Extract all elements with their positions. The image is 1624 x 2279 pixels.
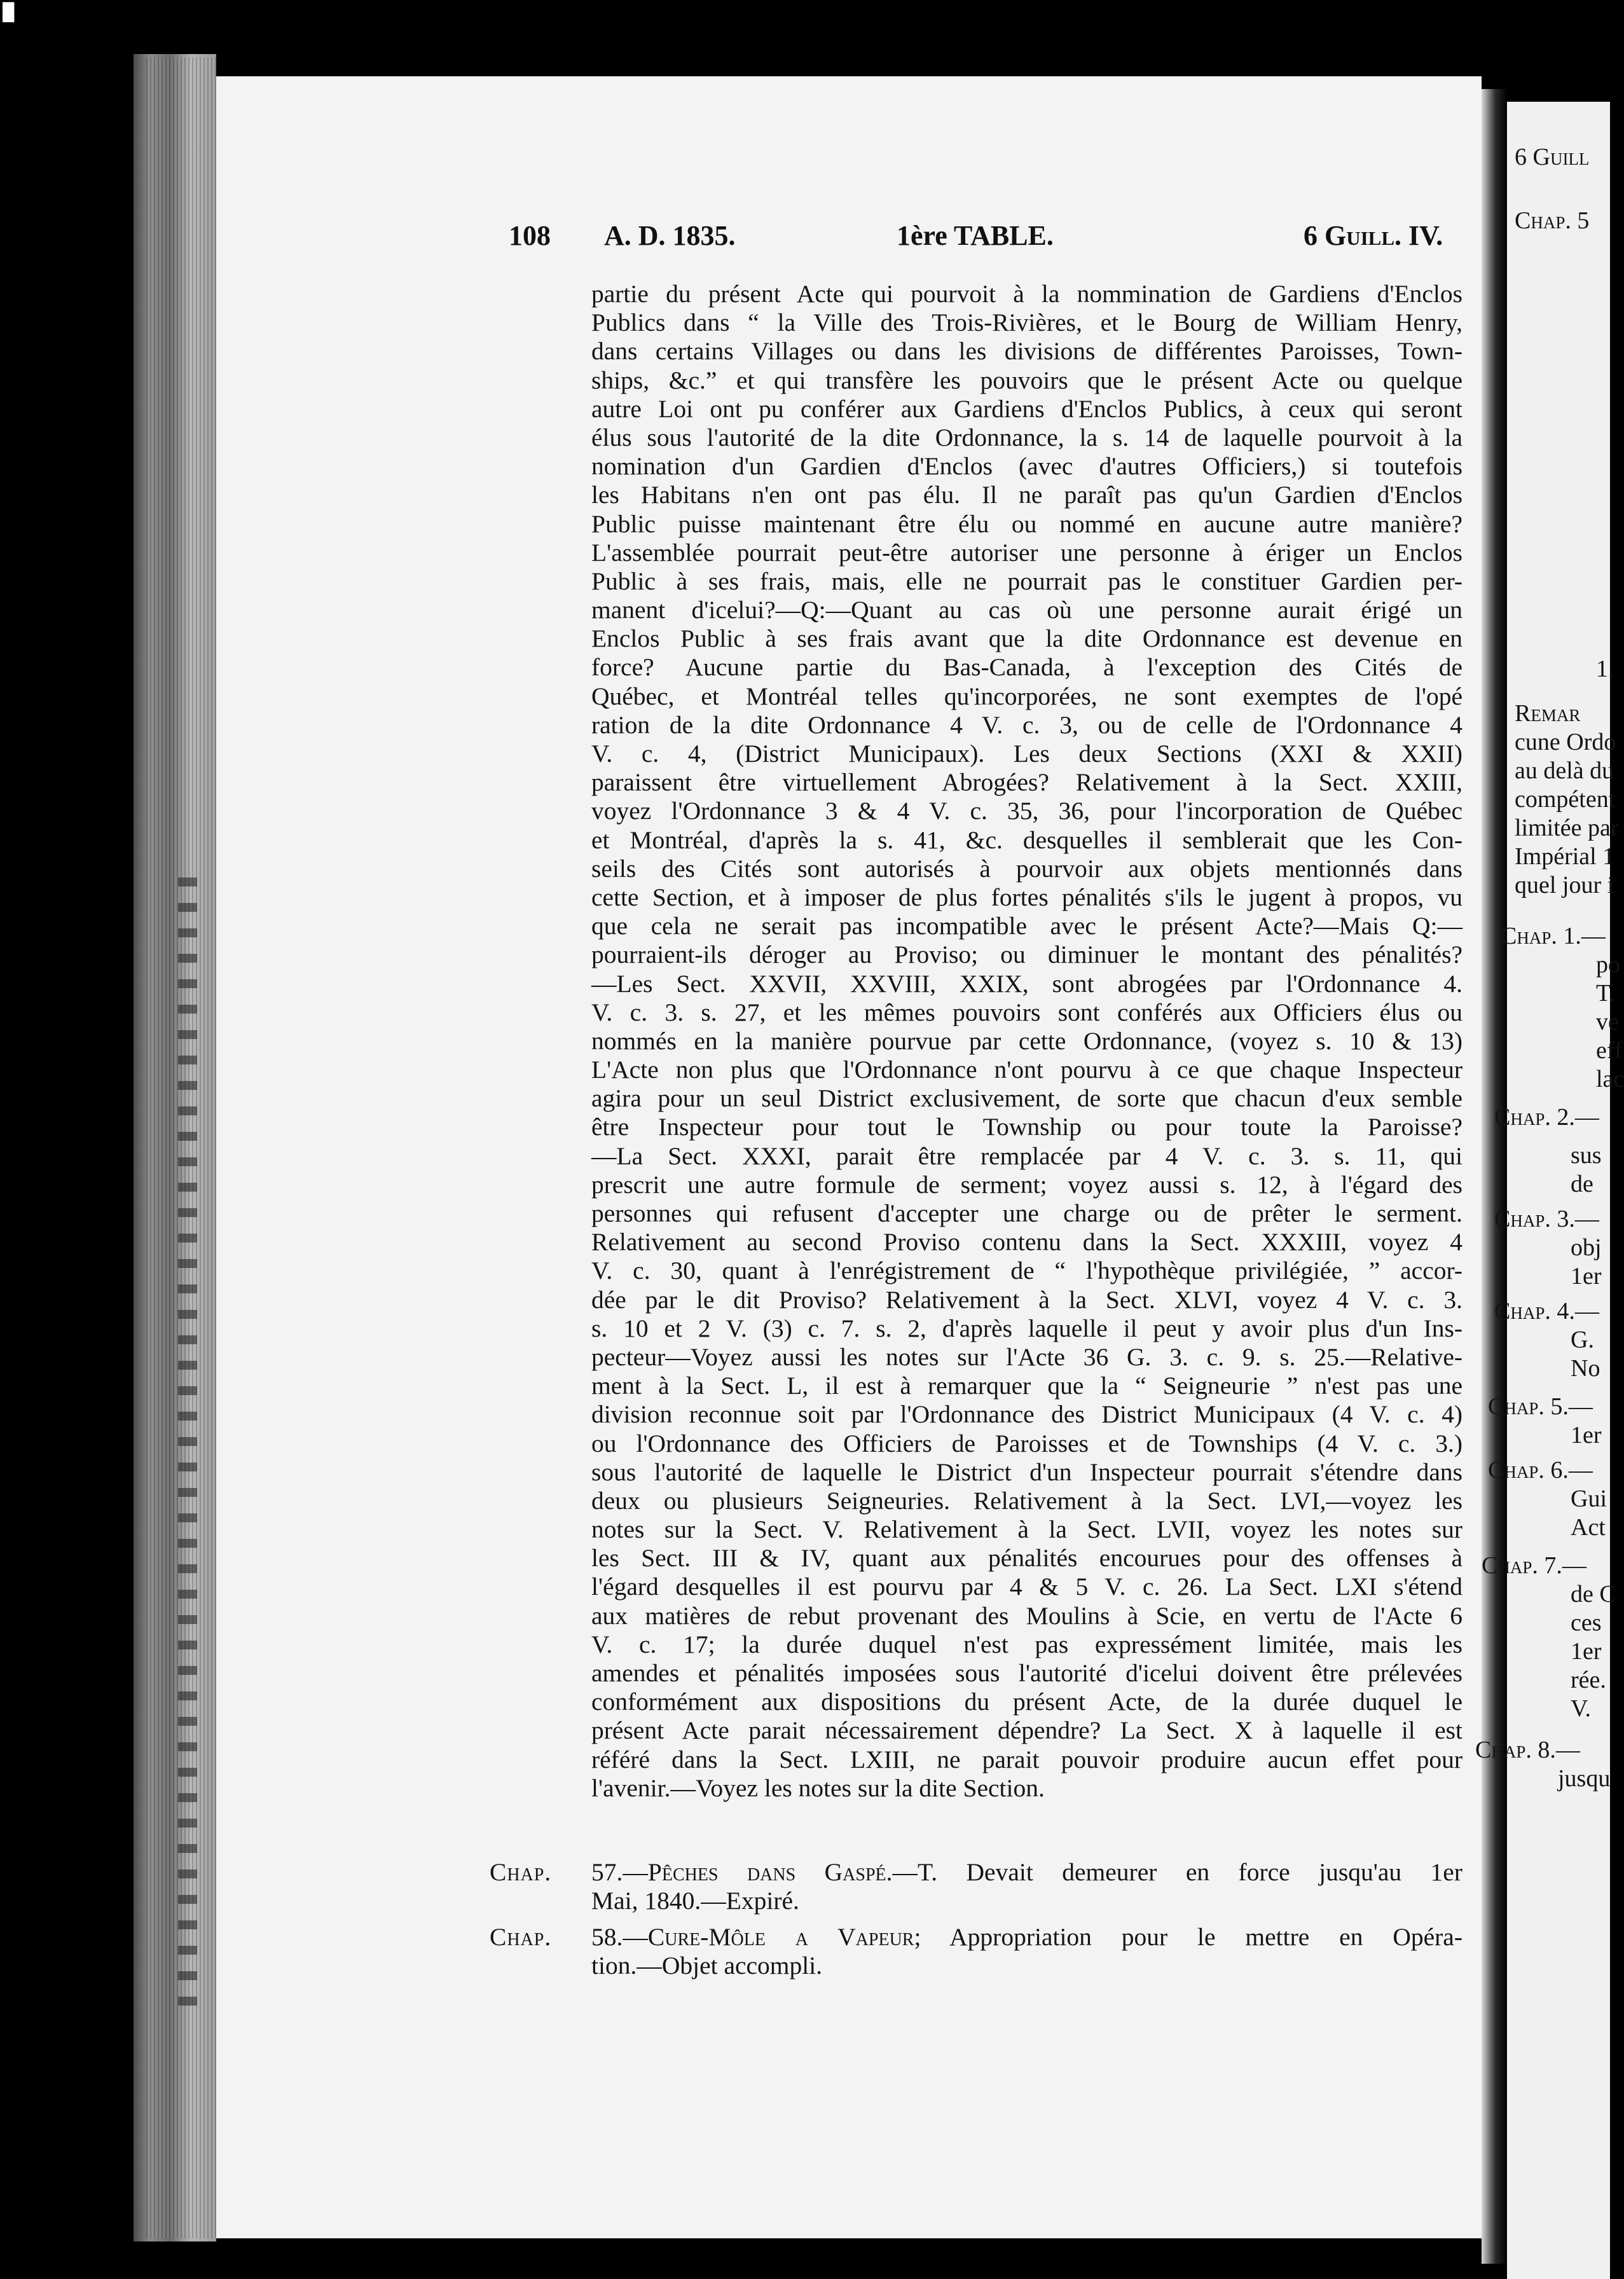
right-page-text: 1er <box>1571 1638 1602 1665</box>
text-line: Enclos Public à ses frais avant que la dite Ordonnance est devenue en <box>591 624 1462 653</box>
right-page-text: T. <box>1596 980 1615 1007</box>
text-line: L'Acte non plus que l'Ordonnance n'ont pourvu à ce que chaque Inspecteur <box>591 1056 1462 1084</box>
header-reign: 6 Guill. IV. <box>1304 220 1443 251</box>
text-line: aux matières de rebut provenant des Moulins à Scie, en vertu de l'Acte 6 <box>591 1601 1462 1630</box>
text-line: seils des Cités sont autorisés à pourvoir aux objets mentionnés dans <box>591 854 1462 883</box>
text-line: manent d'icelui?—Q:—Quant au cas où une personne aurait érigé un <box>591 596 1462 624</box>
chapter-58-line-1 <box>591 1923 1462 1952</box>
text-line: nommés en la manière pourvue par cette Ordonnance, (voyez s. 10 & 13) <box>591 1026 1462 1055</box>
text-line: pourraient-ils déroger au Proviso; ou diminuer le montant des pénalités? <box>591 940 1462 969</box>
header-year: A. D. 1835. <box>604 220 736 251</box>
right-page-text: jusqu <box>1558 1765 1611 1792</box>
right-page-text: Chap. 4.— <box>1494 1298 1599 1325</box>
header-table-title: 1ère TABLE. <box>897 220 1054 251</box>
text-line: Relativement au second Proviso contenu dans la Sect. XXXIII, voyez 4 <box>591 1228 1462 1257</box>
text-line: référé dans la Sect. LXIII, ne parait pouvoir produire aucun effet pour <box>591 1745 1462 1773</box>
chapter-title: Cure-Môle a Vapeur <box>647 1923 914 1951</box>
text-line: voyez l'Ordonnance 3 & 4 V. c. 35, 36, pour l'incorporation de Québec <box>591 797 1462 825</box>
text-line: V. c. 4, (District Municipaux). Les deux Sections (XXI & XXII) <box>591 740 1462 768</box>
text-line: Publics dans “ la Ville des Trois-Rivières, et le Bourg de William Henry, <box>591 308 1462 337</box>
text-line: pecteur—Voyez aussi les notes sur l'Acte 36 G. 3. c. 9. s. 25.—Relative- <box>591 1342 1462 1371</box>
book-gutter <box>1482 89 1507 2264</box>
right-page-text: Impérial 1 <box>1515 843 1615 870</box>
right-page-text: lac <box>1596 1066 1624 1092</box>
right-page-text: cune Ordo <box>1515 729 1616 755</box>
right-page-text: sus <box>1571 1142 1602 1169</box>
text-line: autre Loi ont pu conférer aux Gardiens d'Enclos Publics, à ceux qui seront <box>591 394 1462 423</box>
text-line: V. c. 30, quant à l'enrégistrement de “ l'hypothèque privilégiée, ” accor- <box>591 1257 1462 1285</box>
right-page-text: Chap. 1.— <box>1501 923 1606 949</box>
chapter-56-notes <box>591 280 1462 1803</box>
chapter-57-line-1 <box>591 1858 1462 1887</box>
chapter-number: 57.— <box>591 1858 648 1886</box>
chapter-58-line-2: tion.—Objet accompli. <box>591 1952 823 1979</box>
text-line: paraissent être virtuellement Abrogées? Relativement à la Sect. XXIII, <box>591 768 1462 797</box>
right-page-text: Chap. 7.— <box>1482 1552 1586 1579</box>
right-page-text: Chap. 2.— <box>1494 1104 1599 1131</box>
text-line: deux ou plusieurs Seigneuries. Relativement à la Sect. LVI,—voyez les <box>591 1486 1462 1515</box>
text-line: L'assemblée pourrait peut-être autoriser une personne à ériger un Enclos <box>591 538 1462 567</box>
running-header <box>509 219 1469 264</box>
text-line: dans certains Villages ou dans les divisions de différentes Paroisses, Town- <box>591 337 1462 366</box>
text-line: personnes qui refusent d'accepter une charge ou de prêter le serment. <box>591 1199 1462 1227</box>
right-page-text: compétent <box>1515 786 1616 813</box>
right-page-text: au delà du <box>1515 757 1614 784</box>
text-line: l'égard desquelles il est pourvu par 4 & 5 V. c. 26. La Sect. LXI s'étend <box>591 1573 1462 1601</box>
right-page-text: de <box>1571 1171 1593 1197</box>
text-line: V. c. 17; la durée duquel n'est pas expressément limitée, mais les <box>591 1630 1462 1658</box>
right-page-text: ve <box>1596 1009 1619 1035</box>
text-line: les Sect. III & IV, quant aux pénalités encourues pour des offenses à <box>591 1544 1462 1573</box>
right-page-text: ces <box>1571 1609 1602 1636</box>
right-page-text: eff <box>1596 1037 1623 1064</box>
chapter-57-entry <box>490 1858 1462 1917</box>
chapter-57-line-2: Mai, 1840.—Expiré. <box>591 1887 799 1915</box>
right-page-text: de C <box>1571 1581 1616 1608</box>
text-line: ration de la dite Ordonnance 4 V. c. 3, ou de celle de l'Ordonnance 4 <box>591 710 1462 739</box>
text-line: l'avenir.—Voyez les notes sur la dite Section. <box>591 1773 1045 1802</box>
text-line: être Inspecteur pour tout le Township ou pour toute la Paroisse? <box>591 1113 1462 1141</box>
scan-background <box>0 0 134 2279</box>
right-page-text: quel jour i <box>1515 872 1614 899</box>
text-line: Public puisse maintenant être élu ou nommé en aucune autre manière? <box>591 509 1462 538</box>
chapter-number: 58.— <box>591 1923 648 1951</box>
right-page-text: 1er <box>1571 1263 1602 1290</box>
page-number: 108 <box>509 220 551 251</box>
text-line: conformément aux dispositions du présent Acte, de la durée duquel le <box>591 1688 1462 1716</box>
text-line: ment à la Sect. L, il est à remarquer que la “ Seigneurie ” n'est pas une <box>591 1372 1462 1400</box>
right-page-text: rée. <box>1571 1667 1606 1693</box>
right-page-text: Chap. 8.— <box>1475 1737 1580 1763</box>
text-line: sous l'autorité de laquelle le District d'un Inspecteur pourrait s'étendre dans <box>591 1457 1462 1486</box>
page-edge-marks <box>178 878 197 2022</box>
right-page-text: Chap. 3.— <box>1494 1206 1599 1232</box>
text-line: ships, &c.” et qui transfère les pouvoirs que le présent Acte ou quelque <box>591 366 1462 394</box>
chapter-title: Pêches dans Gaspé. <box>647 1858 893 1886</box>
right-page-text: Chap. 6.— <box>1488 1457 1593 1484</box>
right-page-text: Chap. 5.— <box>1488 1393 1593 1420</box>
text-line: amendes et pénalités imposées sous l'autorité d'icelui doivent être prélevées <box>591 1659 1462 1687</box>
text-line: agira pour un seul District exclusivement, de sorte que chacun d'eux semble <box>591 1084 1462 1113</box>
text-line: présent Acte parait nécessairement dépendre? La Sect. X à laquelle il est <box>591 1716 1462 1745</box>
right-page-text: V. <box>1571 1695 1592 1722</box>
right-page-text: limitée par <box>1515 815 1619 841</box>
right-page-text: Act <box>1571 1514 1606 1541</box>
right-page-fragment <box>1475 102 1624 2279</box>
text-line: Public à ses frais, mais, elle ne pourrait pas le constituer Gardien per- <box>591 567 1462 595</box>
text-line: cette Section, et à imposer de plus fortes pénalités s'ils le jugent à propos, vu <box>591 883 1462 911</box>
text-line: —La Sect. XXXI, parait être remplacée par 4 V. c. 3. s. 11, qui <box>591 1141 1462 1170</box>
text-line: Québec, et Montréal telles qu'incorporées, ne sont exemptes de l'opé <box>591 682 1462 710</box>
text-line: —Les Sect. XXVII, XXVIII, XXIX, sont abrogées par l'Ordonnance 4. <box>591 969 1462 998</box>
text-line: force? Aucune partie du Bas-Canada, à l'exception des Cités de <box>591 653 1462 682</box>
right-page-text: Chap. 5 <box>1515 207 1590 234</box>
right-page-text: G. <box>1571 1326 1594 1353</box>
right-page-text: 1er <box>1571 1422 1602 1449</box>
text-line: que cela ne serait pas incompatible avec le présent Acte?—Mais Q:— <box>591 912 1462 940</box>
right-page-text: Gui <box>1571 1485 1607 1512</box>
right-page-text: 6 Guill <box>1515 144 1590 170</box>
corner-mark-icon: █ <box>3 3 15 21</box>
text-line: les Habitans n'en ont pas élu. Il ne paraît pas qu'un Gardien d'Enclos <box>591 481 1462 509</box>
right-page-text: 1. <box>1596 656 1614 682</box>
text-line: division reconnue soit par l'Ordonnance des District Municipaux (4 V. c. 4) <box>591 1400 1462 1429</box>
right-page-text: Remar <box>1515 700 1581 727</box>
text-line: partie du présent Acte qui pourvoit à la nommination de Gardiens d'Enclos <box>591 280 1462 308</box>
chapter-note: —T. Devait demeurer en force jusqu'au 1er <box>892 1858 1462 1886</box>
text-line: prescrit une autre formule de serment; voyez aussi s. 12, à l'égard des <box>591 1170 1462 1199</box>
text-line: notes sur la Sect. V. Relativement à la Sect. LVII, voyez les notes sur <box>591 1515 1462 1544</box>
text-line: élus sous l'autorité de la dite Ordonnance, la s. 14 de laquelle pourvoit à la <box>591 423 1462 451</box>
text-line: ou l'Ordonnance des Officiers de Paroisses et de Townships (4 V. c. 3.) <box>591 1429 1462 1457</box>
chapter-label: Chap. <box>490 1858 552 1886</box>
right-page-text: po <box>1596 951 1620 978</box>
chapter-label: Chap. <box>490 1923 552 1951</box>
text-line: V. c. 3. s. 27, et les mêmes pouvoirs sont conférés aux Officiers élus ou <box>591 998 1462 1026</box>
right-page-text: obj <box>1571 1234 1602 1261</box>
text-line: nomination d'un Gardien d'Enclos (avec d'autres Officiers,) si toutefois <box>591 452 1462 481</box>
text-line: s. 10 et 2 V. (3) c. 7. s. 2, d'après laquelle il peut y avoir plus d'un Ins- <box>591 1314 1462 1342</box>
text-line: dée par le dit Proviso? Relativement à la Sect. XLVI, voyez 4 V. c. 3. <box>591 1285 1462 1314</box>
chapter-note: ; Appropriation pour le mettre en Opéra- <box>914 1923 1462 1951</box>
text-line: et Montréal, d'après la s. 41, &c. desquelles il semblerait que les Con- <box>591 825 1462 854</box>
chapter-58-entry <box>490 1923 1462 1981</box>
right-page-text: No <box>1571 1355 1600 1382</box>
